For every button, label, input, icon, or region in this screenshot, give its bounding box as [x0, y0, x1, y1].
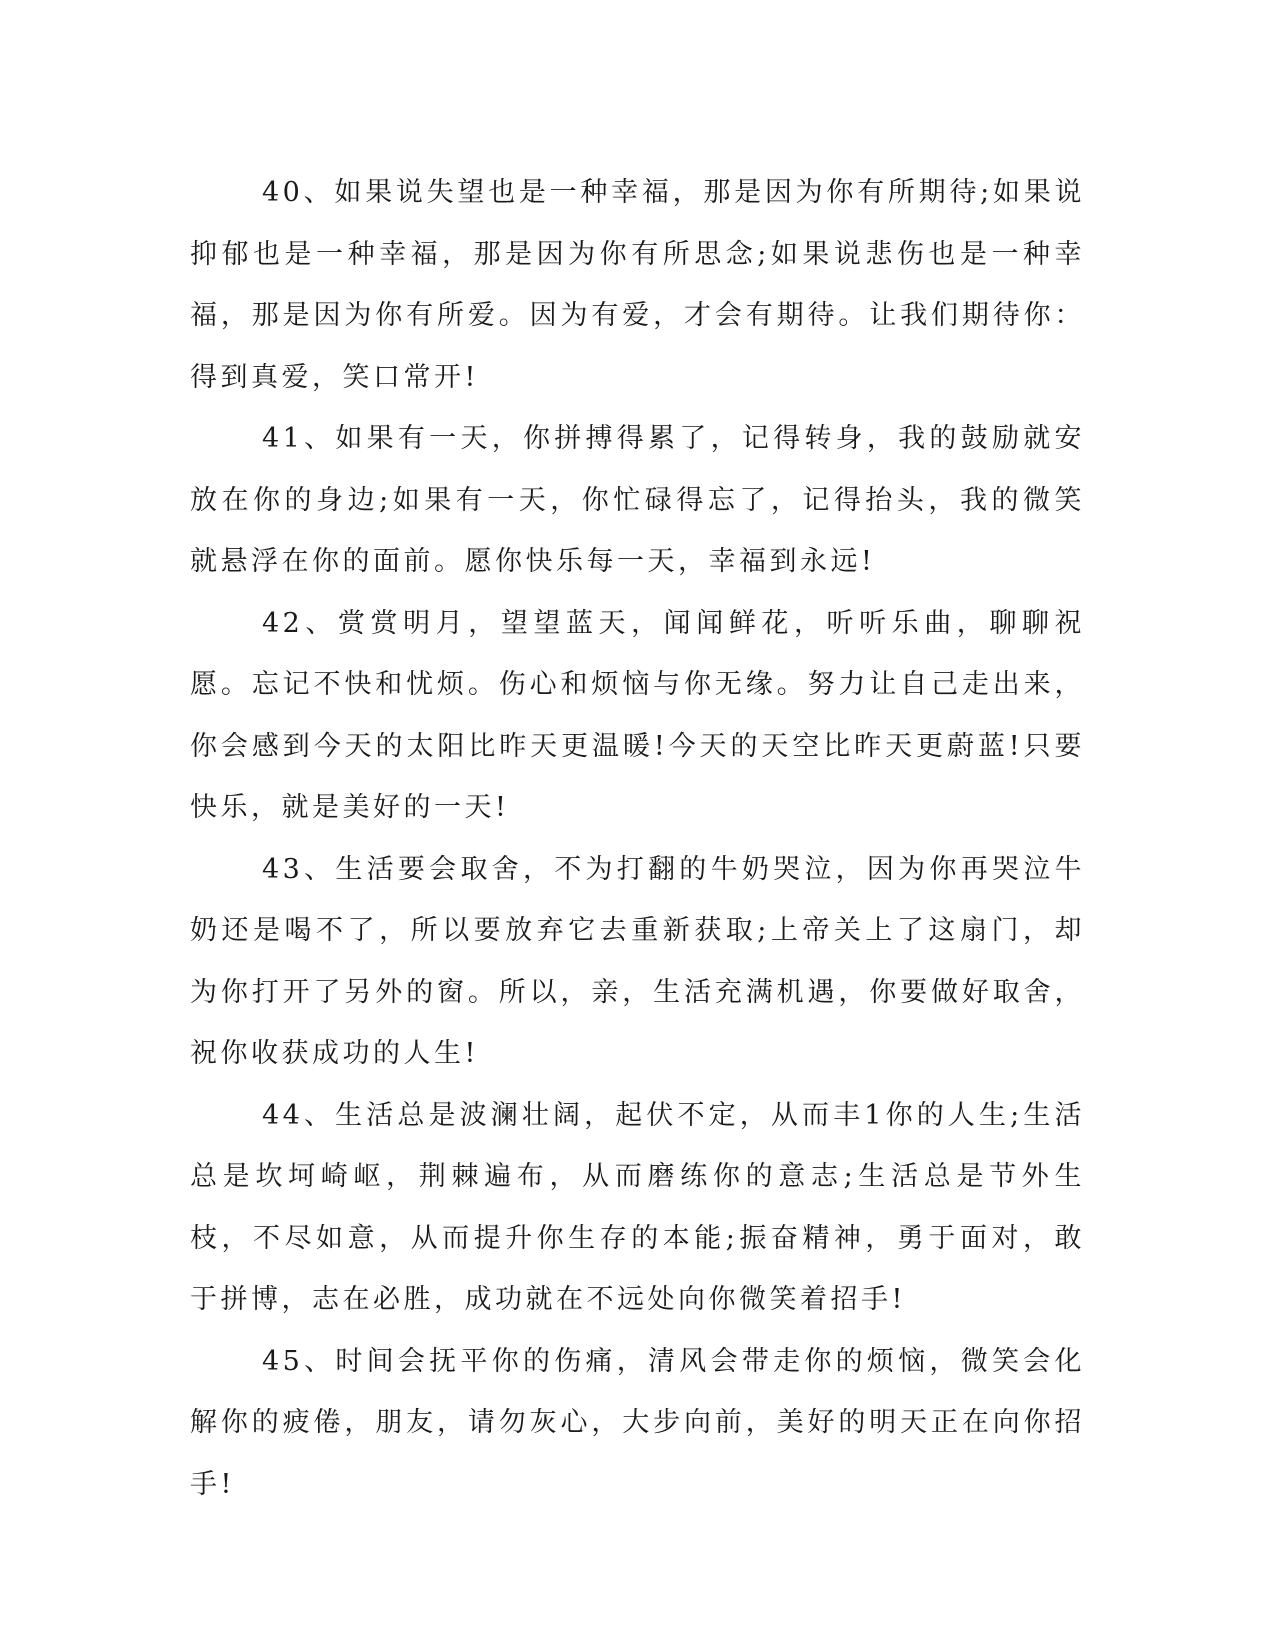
paragraph-40: 40、如果说失望也是一种幸福，那是因为你有所期待;如果说抑郁也是一种幸福，那是因为你有所思念;如果说悲伤也是一种幸福，那是因为你有所爱。因为有爱，才会有期待。让我们期待你：得到真爱，笑口常开!: [190, 177, 1085, 393]
paragraph-44: 44、生活总是波澜壮阔，起伏不定，从而丰1你的人生;生活总是坎坷崎岖，荆棘遍布，从而磨练你的意志;生活总是节外生枝，不尽如意，从而提升你生存的本能;振奋精神，勇于面对，敢于拼博，志在必胜，成功就在不远处向你微笑着招手!: [190, 1099, 1085, 1315]
document-body: [190, 162, 1085, 1515]
paragraph-42: 42、赏赏明月，望望蓝天，闻闻鲜花，听听乐曲，聊聊祝愿。忘记不快和忧烦。伤心和烦恼与你无缘。努力让自己走出来，你会感到今天的太阳比昨天更温暖!今天的天空比昨天更蔚蓝!只要快乐，就是美好的一天!: [190, 607, 1085, 823]
paragraph-43: 43、生活要会取舍，不为打翻的牛奶哭泣，因为你再哭泣牛奶还是喝不了，所以要放弃它去重新获取;上帝关上了这扇门，却为你打开了另外的窗。所以，亲，生活充满机遇，你要做好取舍，祝你收获成功的人生!: [190, 853, 1085, 1069]
paragraph-45: 45、时间会抚平你的伤痛，清风会带走你的烦恼，微笑会化解你的疲倦，朋友，请勿灰心，大步向前，美好的明天正在向你招手!: [190, 1345, 1085, 1500]
paragraph-41: 41、如果有一天，你拼搏得累了，记得转身，我的鼓励就安放在你的身边;如果有一天，你忙碌得忘了，记得抬头，我的微笑就悬浮在你的面前。愿你快乐每一天，幸福到永远!: [190, 423, 1085, 577]
